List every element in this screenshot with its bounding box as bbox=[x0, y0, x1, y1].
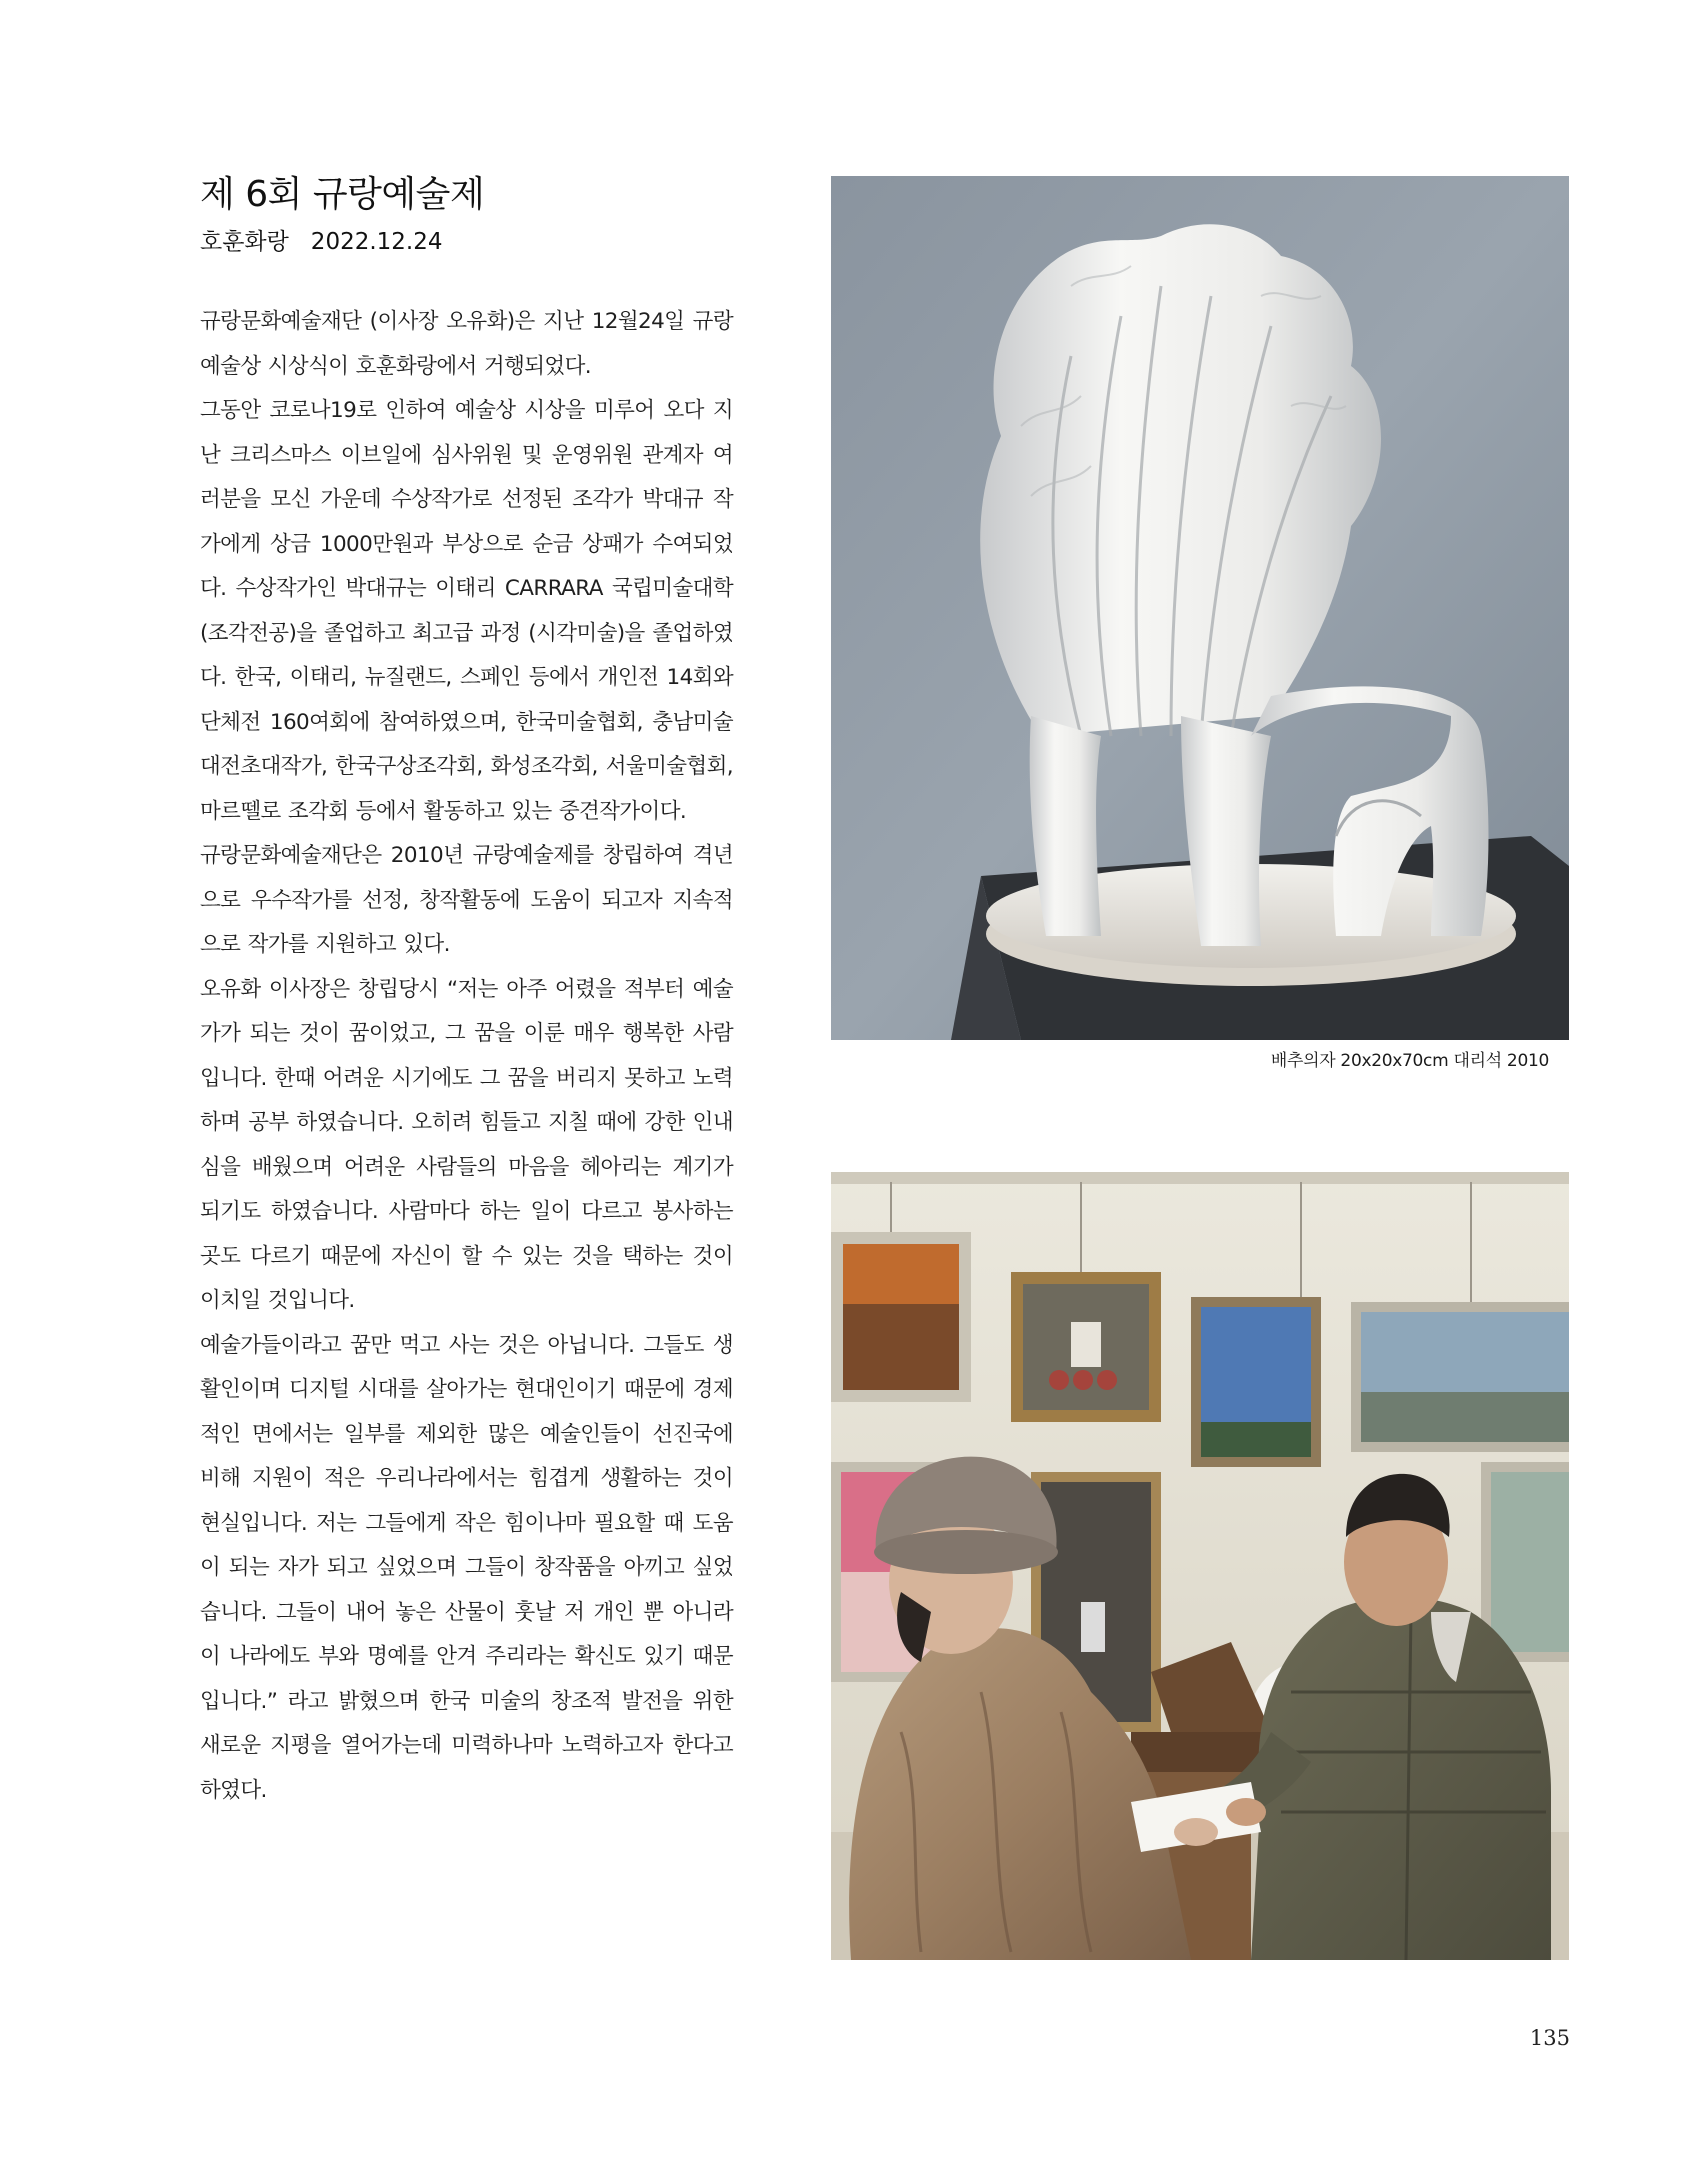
sculpture-photo bbox=[831, 176, 1569, 1040]
article-title: 제 6회 규랑예술제 bbox=[200, 174, 485, 215]
article-paragraph: 규랑문화예술재단 (이사장 오유화)은 지난 12월24일 규랑예술상 시상식이 호훈화랑에서 거행되었다. bbox=[200, 309, 733, 379]
article-paragraph: 오유화 이사장은 창립당시 “저는 아주 어렸을 적부터 예술가가 되는 것이 꿈이었고, 그 꿈을 이룬 매우 행복한 사람입니다. 한때 어려운 시기에도 그 꿈을 버리지 못하고 노력하며 공부 하였습니다. 오히려 힘들고 지칠 때에 강한 인내심을 배웠으며 어려운 사람들의 마음을 헤아리는 계기가 되기도 하였습니다. 사람마다 하는 일이 다르고 봉사하는 곳도 다르기 때문에 자신이 할 수 있는 것을 택하는 것이 이치일 것입니다. bbox=[200, 976, 733, 1313]
event-venue-date: 호훈화랑 2022.12.24 bbox=[200, 229, 443, 255]
article-paragraph: 규랑문화예술재단은 2010년 규랑예술제를 창립하여 격년으로 우수작가를 선정, 창작활동에 도움이 되고자 지속적으로 작가를 지원하고 있다. bbox=[200, 843, 733, 957]
article-paragraph: 그동안 코로나19로 인하여 예술상 시상을 미루어 오다 지난 크리스마스 이브일에 심사위원 및 운영위원 관계자 여러분을 모신 가운데 수상작가로 선정된 조각가 박대규 작가에게 상금 1000만원과 부상으로 순금 상패가 수여되었다. 수상작가인 박대규는 이태리 CARRARA 국립미술대학 (조각전공)을 졸업하고 최고급 과정 (시각미술)을 졸업하였다. 한국, 이태리, 뉴질랜드, 스페인 등에서 개인전 14회와 단체전 160여회에 참여하였으며, 한국미술협회, 충남미술대전초대작가, 한국구상조각회, 화성조각회, 서울미술협회, 마르뗄로 조각회 등에서 활동하고 있는 중견작가이다. bbox=[200, 398, 733, 824]
article-paragraph: 예술가들이라고 꿈만 먹고 사는 것은 아닙니다. 그들도 생활인이며 디지털 시대를 살아가는 현대인이기 때문에 경제적인 면에서는 일부를 제외한 많은 예술인들이 선진국에 비해 지원이 적은 우리나라에서는 힘겹게 생활하는 것이 현실입니다. 저는 그들에게 작은 힘이나마 필요할 때 도움이 되는 자가 되고 싶었으며 그들이 창작품을 아끼고 싶었습니다. 그들이 내어 놓은 산물이 훗날 저 개인 뿐 아니라 이 나라에도 부와 명예를 안겨 주리라는 확신도 있기 때문입니다.” 라고 밝혔으며 한국 미술의 창조적 발전을 위한 새로운 지평을 열어가는데 미력하나마 노력하고자 한다고 하였다. bbox=[200, 1332, 733, 1803]
page-number: 135 bbox=[1529, 2026, 1570, 2050]
article-body bbox=[200, 300, 733, 1813]
sculpture-caption: 배추의자 20x20x70cm 대리석 2010 bbox=[1270, 1051, 1549, 1071]
award-ceremony-photo bbox=[831, 1172, 1569, 1960]
